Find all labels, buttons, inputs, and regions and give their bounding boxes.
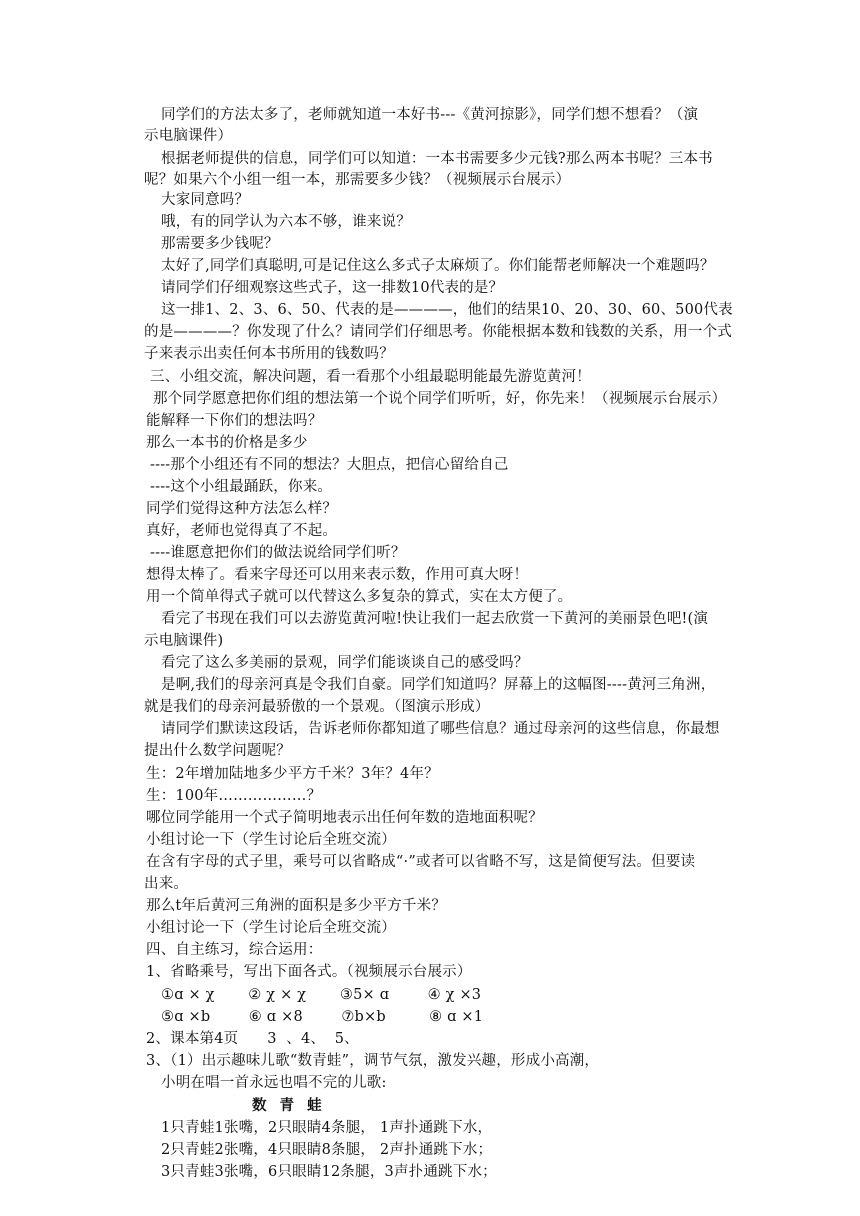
text-line: 呢？如果六个小组一组一本，那需要多少钱？（视频展示台展示） bbox=[144, 172, 571, 188]
text-line: 生：100年………………？ bbox=[146, 788, 322, 804]
text-line: 这一排1、2、3、6、50、代表的是————，他们的结果10、20、30、60、500代表 bbox=[161, 302, 733, 318]
text-line: 根据老师提供的信息，同学们可以知道：一本书需要多少元钱?那么两本书呢？三本书 bbox=[161, 151, 713, 167]
exercise-item: 3、（1）出示趣味儿歌“数青蛙”，调节气氛，激发兴趣，形成小高潮， bbox=[146, 1053, 600, 1069]
text-line: 提出什么数学问题呢？ bbox=[144, 743, 291, 759]
text-line: 在含有字母的式子里，乘号可以省略成“·”或者可以省略不写，这是简便写法。但要读 bbox=[146, 854, 696, 870]
song-line: 1只青蛙1张嘴，2只眼睛4条腿， 1声扑通跳下水， bbox=[161, 1120, 493, 1136]
song-line: 2只青蛙2张嘴，4只眼睛8条腿， 2声扑通跳下水； bbox=[161, 1142, 493, 1158]
text-line: 看完了书现在我们可以去游览黄河啦!快让我们一起去欣赏一下黄河的美丽景色吧!(演 bbox=[161, 611, 709, 627]
text-line: 想得太棒了。看来字母还可以用来表示数，作用可真大呀！ bbox=[146, 567, 529, 583]
text-line: 能解释一下你们的想法吗？ bbox=[146, 413, 323, 429]
text-line: 生：2年增加陆地多少平方千米？3年？4年？ bbox=[146, 766, 439, 782]
section-heading: 三、小组交流，解决问题，看一看那个小组最聪明能最先游览黄河！ bbox=[150, 369, 591, 385]
text-line: 那么t年后黄河三角洲的面积是多少平方千米？ bbox=[146, 898, 447, 914]
song-title: 数 青 蛙 bbox=[252, 1097, 326, 1114]
text-line: 哪位同学能用一个式子简明地表示出任何年数的造地面积呢？ bbox=[146, 810, 543, 826]
text-line: 真好，老师也觉得真了不起。 bbox=[146, 523, 338, 539]
song-line: 3只青蛙3张嘴，6只眼睛12条腿，3声扑通跳下水； bbox=[161, 1164, 497, 1180]
section-heading: 四、自主练习，综合运用： bbox=[146, 942, 323, 958]
text-line: 子来表示出卖任何本书所用的钱数吗？ bbox=[144, 346, 394, 362]
text-line: 大家同意吗？ bbox=[161, 192, 250, 208]
text-line: 示电脑课件） bbox=[144, 128, 233, 144]
exercise-item: 2、课本第4页 3 、4、 5、 bbox=[146, 1031, 359, 1047]
exercise-item: 1、省略乘号，写出下面各式。（视频展示台展示） bbox=[146, 964, 472, 980]
text-line: 同学们觉得这种方法怎么样？ bbox=[146, 501, 338, 517]
text-line: 出来。 bbox=[144, 876, 189, 892]
text-line: 太好了,同学们真聪明,可是记住这么多式子太麻烦了。你们能帮老师解决一个难题吗？ bbox=[161, 258, 715, 274]
exercise-row: ⑤ɑ ×b ⑥ ɑ ×8 ⑦b×b ⑧ ɑ ×1 bbox=[161, 1009, 484, 1025]
text-line: 请同学们默读这段话，告诉老师你都知道了哪些信息？通过母亲河的这些信息，你最想 bbox=[161, 721, 720, 737]
text-line: 哦，有的同学认为六本不够，谁来说？ bbox=[161, 214, 411, 230]
text-line: 示电脑课件) bbox=[144, 633, 224, 649]
text-line: 那么一本书的价格是多少 bbox=[146, 435, 308, 451]
text-line: 是啊,我们的母亲河真是令我们自豪。同学们知道吗？屏幕上的这幅图----黄河三角洲， bbox=[161, 677, 716, 693]
text-line: 那需要多少钱呢？ bbox=[161, 236, 279, 252]
text-line: 那个同学愿意把你们组的想法第一个说个同学们听听，好，你先来！（视频展示台展示） bbox=[153, 391, 727, 407]
text-line: 小组讨论一下（学生讨论后全班交流） bbox=[146, 920, 396, 936]
text-line: 同学们的方法太多了，老师就知道一本好书---《黄河掠影》，同学们想不想看？（演 bbox=[161, 107, 699, 123]
text-line: ----那个小组还有不同的想法？大胆点，把信心留给自己 bbox=[150, 457, 509, 473]
text-line: ----谁愿意把你们的做法说给同学们听？ bbox=[150, 545, 406, 561]
exercise-row: ①ɑ × χ ② χ × χ ③5× ɑ ④ χ ×3 bbox=[161, 987, 482, 1003]
text-line: ----这个小组最踊跃，你来。 bbox=[150, 479, 333, 495]
text-line: 的是————？你发现了什么？请同学们仔细思考。你能根据本数和钱数的关系，用一个式 bbox=[144, 324, 732, 340]
text-line: 请同学们仔细观察这些式子，这一排数10代表的是？ bbox=[161, 280, 504, 296]
text-line: 看完了这么多美丽的景观，同学们能谈谈自己的感受吗？ bbox=[161, 655, 529, 671]
text-line: 小组讨论一下（学生讨论后全班交流） bbox=[146, 832, 396, 848]
text-line: 就是我们的母亲河最骄傲的一个景观。（图演示形成） bbox=[144, 699, 490, 715]
text-line: 用一个简单得式子就可以代替这么多复杂的算式，实在太方便了。 bbox=[146, 589, 573, 605]
text-line: 小明在唱一首永远也唱不完的儿歌: bbox=[161, 1075, 387, 1091]
